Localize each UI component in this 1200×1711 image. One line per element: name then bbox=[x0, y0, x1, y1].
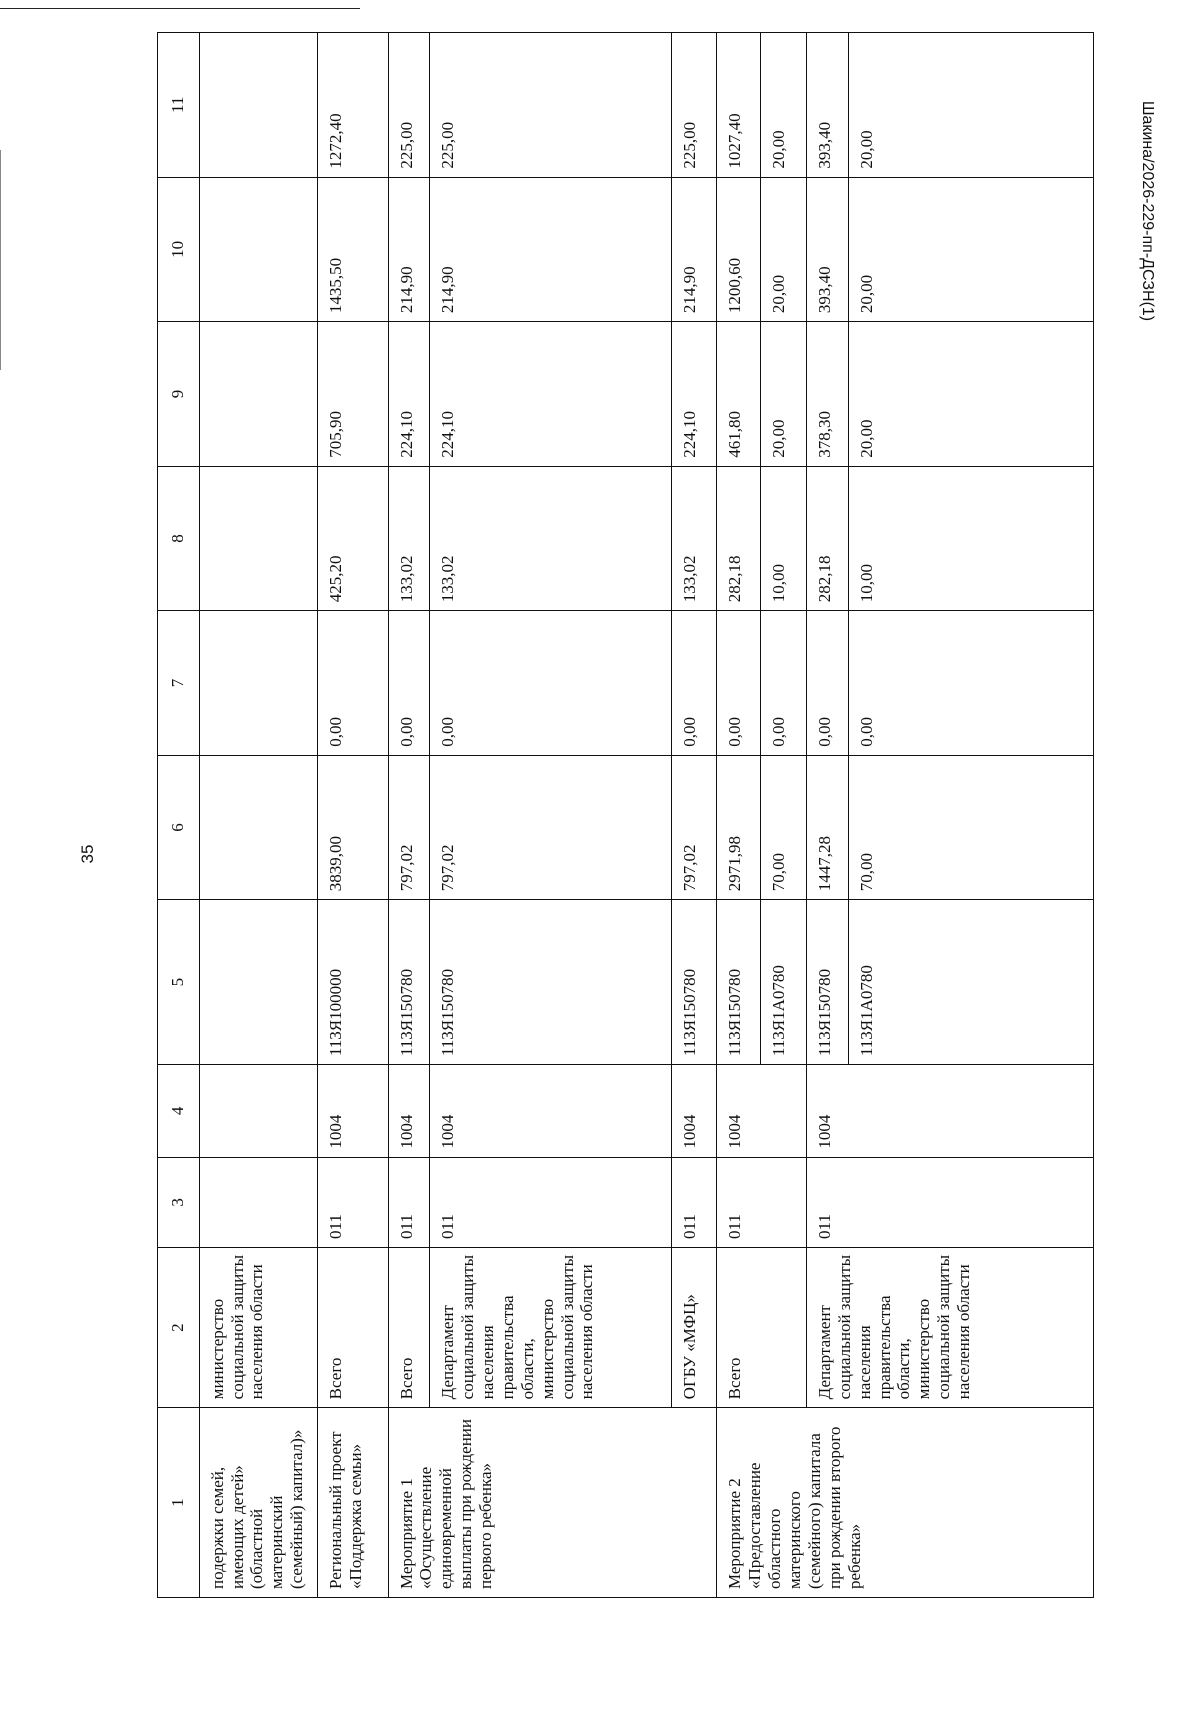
table-cell: 011 bbox=[672, 1157, 717, 1247]
table-cell: 011 bbox=[806, 1157, 1093, 1247]
table-cell: 214,90 bbox=[388, 177, 430, 322]
table-cell: 113Я150780 bbox=[806, 900, 848, 1065]
table-cell: 3839,00 bbox=[317, 755, 388, 900]
table-cell: 461,80 bbox=[717, 322, 761, 467]
table-cell: министерство социальной защиты населения области bbox=[199, 1247, 317, 1407]
table-cell: 113Я150780 bbox=[430, 900, 672, 1065]
table-cell bbox=[199, 900, 317, 1065]
table-cell: 1004 bbox=[672, 1065, 717, 1158]
table-cell: 10,00 bbox=[761, 466, 807, 611]
table-header-row bbox=[158, 33, 200, 1598]
table-cell bbox=[199, 1065, 317, 1158]
table-cell: 224,10 bbox=[430, 322, 672, 467]
table-cell: 10,00 bbox=[848, 466, 1093, 611]
table-cell: 70,00 bbox=[761, 755, 807, 900]
scan-edge-mark bbox=[0, 8, 360, 9]
table-cell: 20,00 bbox=[848, 33, 1093, 178]
table-cell: 0,00 bbox=[761, 611, 807, 756]
table-cell: 011 bbox=[317, 1157, 388, 1247]
table-cell: 705,90 bbox=[317, 322, 388, 467]
table-cell bbox=[199, 322, 317, 467]
table-cell: 20,00 bbox=[848, 177, 1093, 322]
table-cell: подержки семей, имеющих детей» (областной материнский (семейный) капитал)» bbox=[199, 1408, 317, 1598]
table-cell bbox=[199, 177, 317, 322]
table-cell: 0,00 bbox=[848, 611, 1093, 756]
table-cell: 393,40 bbox=[806, 177, 848, 322]
scan-edge-mark bbox=[0, 150, 1, 370]
table-row bbox=[317, 33, 388, 1598]
table-cell: 011 bbox=[430, 1157, 672, 1247]
table-cell: 20,00 bbox=[761, 177, 807, 322]
table-cell bbox=[199, 1157, 317, 1247]
header-cell: 1 bbox=[158, 1408, 200, 1598]
table-cell bbox=[199, 466, 317, 611]
table-cell: 1027,40 bbox=[717, 33, 761, 178]
table-cell bbox=[199, 755, 317, 900]
table-cell: 0,00 bbox=[317, 611, 388, 756]
table-row bbox=[388, 33, 430, 1598]
table-cell: Всего bbox=[388, 1247, 430, 1407]
budget-table bbox=[157, 32, 1094, 1598]
table-cell: 0,00 bbox=[806, 611, 848, 756]
table-cell: 1004 bbox=[717, 1065, 807, 1158]
table-cell: 1435,50 bbox=[317, 177, 388, 322]
table-cell: 113Я100000 bbox=[317, 900, 388, 1065]
header-cell: 10 bbox=[158, 177, 200, 322]
table-row bbox=[806, 33, 848, 1598]
table-cell: 282,18 bbox=[806, 466, 848, 611]
table-cell: 1004 bbox=[317, 1065, 388, 1158]
table-row bbox=[672, 33, 717, 1598]
table-row bbox=[717, 33, 761, 1598]
table-cell: 224,10 bbox=[388, 322, 430, 467]
table-cell: 1200,60 bbox=[717, 177, 761, 322]
header-cell: 8 bbox=[158, 466, 200, 611]
table-cell: Всего bbox=[317, 1247, 388, 1407]
table-cell: 1272,40 bbox=[317, 33, 388, 178]
table-cell: 214,90 bbox=[430, 177, 672, 322]
table-cell: 20,00 bbox=[761, 322, 807, 467]
table-row bbox=[430, 33, 672, 1598]
document-code: Шакина/2026-229-пп-ДСЗН(1) bbox=[1139, 100, 1156, 322]
header-cell: 7 bbox=[158, 611, 200, 756]
table-cell: 0,00 bbox=[717, 611, 761, 756]
table-cell: 1004 bbox=[806, 1065, 1093, 1158]
table-cell: Департамент социальной защиты населения правительства области, министерство социальной защиты населения области bbox=[806, 1247, 1093, 1407]
header-cell: 5 bbox=[158, 900, 200, 1065]
header-cell: 9 bbox=[158, 322, 200, 467]
header-cell: 3 bbox=[158, 1157, 200, 1247]
table-cell: ОГБУ «МФЦ» bbox=[672, 1247, 717, 1407]
table-cell bbox=[199, 611, 317, 756]
table-cell: 224,10 bbox=[672, 322, 717, 467]
table-cell: 1004 bbox=[430, 1065, 672, 1158]
table-cell: 425,20 bbox=[317, 466, 388, 611]
table-cell: 20,00 bbox=[848, 322, 1093, 467]
table-cell: 1004 bbox=[388, 1065, 430, 1158]
header-cell: 2 bbox=[158, 1247, 200, 1407]
table-cell: 0,00 bbox=[388, 611, 430, 756]
table-cell: 011 bbox=[388, 1157, 430, 1247]
table-cell: 2971,98 bbox=[717, 755, 761, 900]
table-cell: Мероприятие 1 «Осуществление единовременной выплаты при рождении первого ребенка» bbox=[388, 1408, 717, 1598]
header-cell: 4 bbox=[158, 1065, 200, 1158]
table-cell: 70,00 bbox=[848, 755, 1093, 900]
table-cell: 282,18 bbox=[717, 466, 761, 611]
table-cell: 0,00 bbox=[672, 611, 717, 756]
rotated-table-area bbox=[157, 32, 1094, 1598]
table-cell: 378,30 bbox=[806, 322, 848, 467]
table-cell: 225,00 bbox=[672, 33, 717, 178]
header-cell: 11 bbox=[158, 33, 200, 178]
table-cell: Департамент социальной защиты населения правительства области, министерство социальной защиты населения области bbox=[430, 1247, 672, 1407]
table-cell: 0,00 bbox=[430, 611, 672, 756]
table-cell: 797,02 bbox=[388, 755, 430, 900]
table-cell: 113Я150780 bbox=[717, 900, 761, 1065]
table-cell: 113Я150780 bbox=[388, 900, 430, 1065]
table-cell: 225,00 bbox=[388, 33, 430, 178]
table-cell: Всего bbox=[717, 1247, 807, 1407]
page-number: 35 bbox=[78, 844, 97, 864]
table-cell: 011 bbox=[717, 1157, 807, 1247]
table-cell: 797,02 bbox=[430, 755, 672, 900]
header-cell: 6 bbox=[158, 755, 200, 900]
table-cell bbox=[199, 33, 317, 178]
table-cell: 113Я1А0780 bbox=[761, 900, 807, 1065]
table-cell: 20,00 bbox=[761, 33, 807, 178]
table-row bbox=[199, 33, 317, 1598]
table-cell: 113Я1А0780 bbox=[848, 900, 1093, 1065]
table-cell: 1447,28 bbox=[806, 755, 848, 900]
table-cell: 113Я150780 bbox=[672, 900, 717, 1065]
table-cell: 133,02 bbox=[430, 466, 672, 611]
table-cell: 133,02 bbox=[672, 466, 717, 611]
table-cell: 393,40 bbox=[806, 33, 848, 178]
table-cell: Мероприятие 2 «Предоставление областного материнского (семейного) капитала при рождении второго ребенка» bbox=[717, 1408, 1094, 1598]
table-cell: 133,02 bbox=[388, 466, 430, 611]
table-cell: Региональный проект «Поддержка семьи» bbox=[317, 1408, 388, 1598]
table-cell: 214,90 bbox=[672, 177, 717, 322]
table-cell: 797,02 bbox=[672, 755, 717, 900]
table-cell: 225,00 bbox=[430, 33, 672, 178]
